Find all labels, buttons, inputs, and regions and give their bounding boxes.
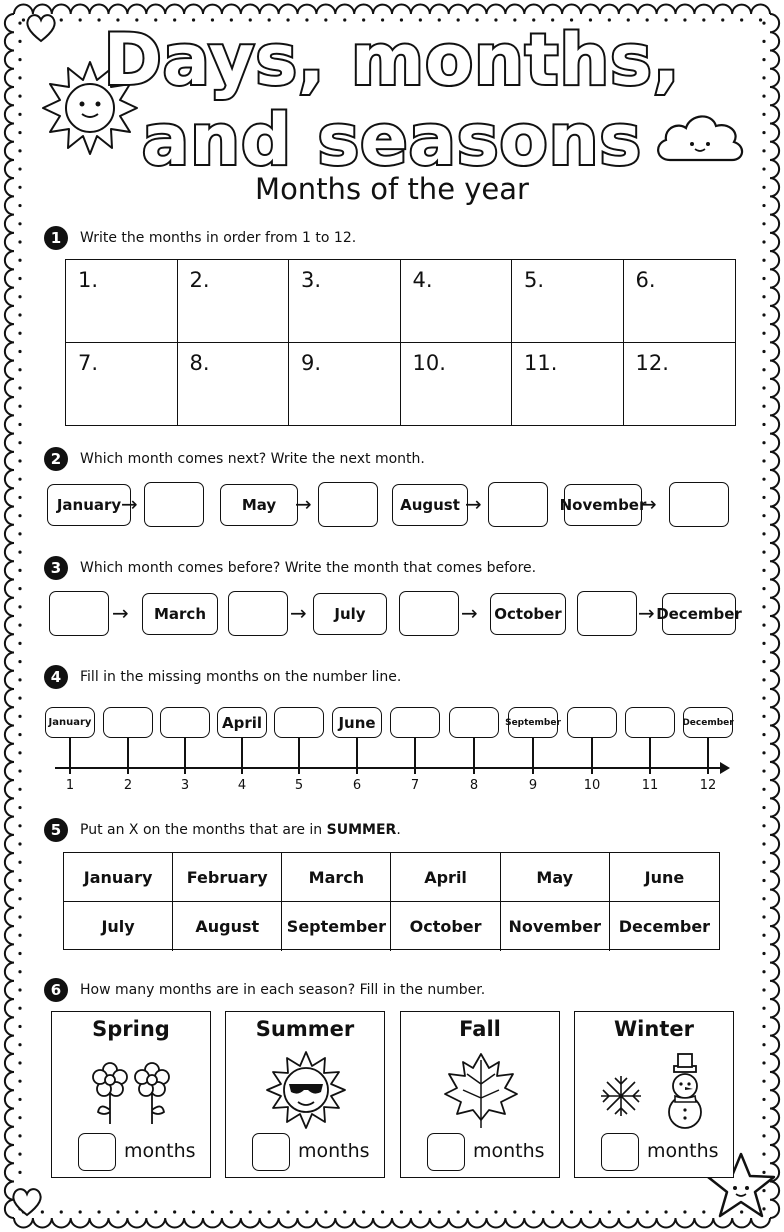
- question-2: [44, 447, 425, 471]
- number-line-arrowhead: [720, 762, 730, 774]
- month-cell[interactable]: November: [501, 902, 610, 951]
- number-line-number: 2: [123, 778, 133, 793]
- season-card-winter: [574, 1011, 734, 1178]
- arrow-right-icon: →: [465, 492, 482, 516]
- number-line-number: 4: [237, 778, 247, 793]
- arrow-right-icon: →: [461, 601, 478, 625]
- question-6: [44, 978, 485, 1002]
- leaf-icon: [401, 1050, 559, 1130]
- month-answer-cell[interactable]: 9.: [289, 343, 401, 426]
- season-month-count-box[interactable]: [427, 1133, 465, 1171]
- month-answer-cell[interactable]: 3.: [289, 260, 401, 343]
- months-label: months: [124, 1140, 196, 1162]
- season-name: Winter: [614, 1017, 694, 1041]
- question-instruction: Fill in the missing months on the number line.: [80, 669, 402, 685]
- question-number: 4: [44, 665, 68, 689]
- number-line-number: 8: [469, 778, 479, 793]
- arrow-right-icon: →: [112, 601, 129, 625]
- page-title-line-2: and seasons: [141, 99, 643, 181]
- arrow-right-icon: →: [290, 601, 307, 625]
- question-number: 3: [44, 556, 68, 580]
- month-answer-cell[interactable]: 12.: [635, 351, 669, 375]
- question-1: [44, 226, 356, 250]
- question-5: [44, 818, 401, 842]
- month-cell[interactable]: September: [282, 902, 391, 951]
- next-month-answer-box[interactable]: [318, 482, 378, 527]
- month-cell[interactable]: March: [282, 853, 391, 902]
- number-line-answer-box[interactable]: [274, 707, 324, 738]
- month-answer-cell[interactable]: 4.: [401, 260, 513, 343]
- number-line-tick: [356, 738, 358, 774]
- arrow-right-icon: →: [295, 492, 312, 516]
- season-card-fall: [400, 1011, 560, 1178]
- question-instruction: Write the months in order from 1 to 12.: [80, 230, 357, 246]
- month-label: December: [662, 593, 736, 635]
- heart-icon: [10, 1186, 44, 1218]
- number-line-tick: [414, 738, 416, 774]
- number-line-number: 5: [294, 778, 304, 793]
- month-answer-cell[interactable]: 5.: [512, 260, 624, 343]
- number-line-answer-box[interactable]: [625, 707, 675, 738]
- flowers-icon: [52, 1050, 210, 1130]
- page-subtitle: Months of the year: [255, 172, 529, 206]
- next-month-answer-box[interactable]: [488, 482, 548, 527]
- previous-month-answer-box[interactable]: [228, 591, 288, 636]
- number-line-tick: [127, 738, 129, 774]
- season-month-count-box[interactable]: [78, 1133, 116, 1171]
- question-instruction: Put an X on the months that are in SUMMER.: [80, 822, 401, 838]
- number-line-answer-box[interactable]: [103, 707, 153, 738]
- number-line-month-label: April: [217, 707, 267, 738]
- month-cell[interactable]: October: [391, 902, 500, 951]
- month-answer-cell[interactable]: 7.: [66, 343, 178, 426]
- number-line-tick: [591, 738, 593, 774]
- month-label: November: [564, 484, 642, 526]
- number-line-month-label: December: [683, 707, 733, 738]
- previous-month-answer-box[interactable]: [49, 591, 109, 636]
- question-instruction: How many months are in each season? Fill in the number.: [80, 982, 486, 998]
- month-cell[interactable]: May: [501, 853, 610, 902]
- month-answer-cell[interactable]: 2.: [178, 260, 290, 343]
- next-month-answer-box[interactable]: [669, 482, 729, 527]
- question-4: [44, 665, 401, 689]
- previous-month-answer-box[interactable]: [399, 591, 459, 636]
- question-instruction: Which month comes before? Write the month that comes before.: [80, 560, 537, 576]
- question-number: 1: [44, 226, 68, 250]
- summer-months-table: [63, 852, 720, 950]
- number-line-tick: [532, 738, 534, 774]
- number-line-month-label: January: [45, 707, 95, 738]
- number-line-answer-box[interactable]: [390, 707, 440, 738]
- question-number: 5: [44, 818, 68, 842]
- month-label: October: [490, 593, 566, 635]
- page-title-line-1: Days, months,: [103, 19, 681, 101]
- number-line-tick: [707, 738, 709, 774]
- question-instruction: Which month comes next? Write the next month.: [80, 451, 425, 467]
- month-cell[interactable]: February: [173, 853, 282, 902]
- season-name: Summer: [255, 1017, 355, 1041]
- month-answer-cell[interactable]: 11.: [512, 343, 624, 426]
- month-cell[interactable]: July: [64, 902, 173, 951]
- previous-month-answer-box[interactable]: [577, 591, 637, 636]
- month-cell[interactable]: June: [610, 853, 719, 902]
- question-number: 6: [44, 978, 68, 1002]
- number-line-tick: [298, 738, 300, 774]
- season-month-count-box[interactable]: [252, 1133, 290, 1171]
- month-cell[interactable]: April: [391, 853, 500, 902]
- snowman-icon: [575, 1050, 733, 1130]
- question-3: [44, 556, 536, 580]
- month-cell[interactable]: December: [618, 917, 711, 936]
- month-answer-cell[interactable]: 1.: [66, 260, 178, 343]
- number-line-number: 10: [583, 778, 601, 793]
- number-line-number: 6: [352, 778, 362, 793]
- season-name: Spring: [92, 1017, 170, 1041]
- season-month-count-box[interactable]: [601, 1133, 639, 1171]
- number-line-tick: [649, 738, 651, 774]
- number-line-number: 1: [65, 778, 75, 793]
- month-order-grid: [65, 259, 736, 426]
- month-answer-cell[interactable]: 6.: [624, 260, 736, 343]
- question-number: 2: [44, 447, 68, 471]
- number-line-number: 11: [641, 778, 659, 793]
- number-line-answer-box[interactable]: [160, 707, 210, 738]
- number-line-axis: [55, 767, 725, 769]
- months-label: months: [298, 1140, 370, 1162]
- number-line-answer-box[interactable]: [567, 707, 617, 738]
- next-month-answer-box[interactable]: [144, 482, 204, 527]
- month-label: May: [220, 484, 298, 526]
- arrow-right-icon: →: [121, 492, 138, 516]
- number-line-tick: [69, 738, 71, 774]
- number-line-month-label: September: [508, 707, 558, 738]
- season-name: Fall: [459, 1017, 501, 1041]
- month-cell[interactable]: August: [173, 902, 282, 951]
- number-line-number: 7: [410, 778, 420, 793]
- arrow-right-icon: →: [638, 601, 655, 625]
- number-line-number: 3: [180, 778, 190, 793]
- month-label: January: [47, 484, 131, 526]
- number-line-tick: [184, 738, 186, 774]
- month-label: July: [313, 593, 387, 635]
- number-line-tick: [241, 738, 243, 774]
- month-label: March: [142, 593, 218, 635]
- number-line-answer-box[interactable]: [449, 707, 499, 738]
- season-card-summer: [225, 1011, 385, 1178]
- arrow-right-icon: →: [640, 492, 657, 516]
- season-card-spring: [51, 1011, 211, 1178]
- month-cell[interactable]: January: [64, 853, 173, 902]
- number-line-number: 12: [699, 778, 717, 793]
- months-label: months: [647, 1140, 719, 1162]
- sun-sunglasses-icon: [226, 1050, 384, 1130]
- month-label: August: [392, 484, 468, 526]
- month-answer-cell[interactable]: 8.: [178, 343, 290, 426]
- number-line-month-label: June: [332, 707, 382, 738]
- number-line-number: 9: [528, 778, 538, 793]
- months-label: months: [473, 1140, 545, 1162]
- month-answer-cell[interactable]: 10.: [401, 343, 513, 426]
- number-line-tick: [473, 738, 475, 774]
